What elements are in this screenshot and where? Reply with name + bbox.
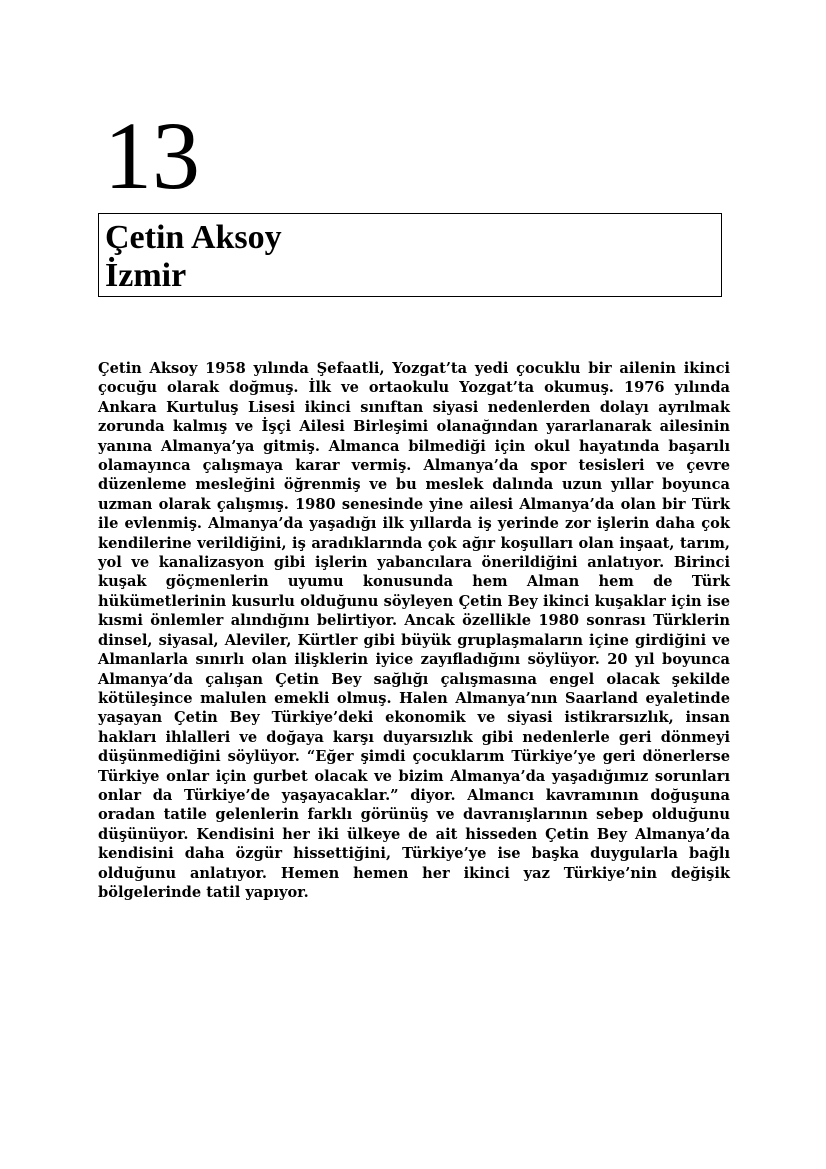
- person-name: Çetin Aksoy: [105, 219, 282, 256]
- title-box: [98, 213, 722, 297]
- biography-paragraph: Çetin Aksoy 1958 yılında Şefaatli, Yozgat’ta yedi çocuklu bir ailenin ikinci çocuğu olarak doğmuş. İlk ve ortaokulu Yozgat’ta okumuş. 1976 yılında Ankara Kurtuluş Lisesi ikinci sınıftan siyasi nedenlerden dolayı ayrılmak zorunda kalmış ve İşçi Ailesi Birleşimi olanağından yararlanarak ailesinin yanına Almanya’ya gitmiş. Almanca bilmediği için okul hayatında başarılı olamayınca çalışmaya karar vermiş. Almanya’da spor tesisleri ve çevre düzenleme mesleğini öğrenmiş ve bu meslek dalında uzun yıllar boyunca uzman olarak çalışmış. 1980 senesinde yine ailesi Almanya’da olan bir Türk ile evlenmiş. Almanya’da yaşadığı ilk yıllarda iş yerinde zor işlerin daha çok kendilerine verildiğini, iş aradıklarında çok ağır koşulları olan inşaat, tarım, yol ve kanalizasyon gibi işlerin yabancılara önerildiğini anlatıyor. Birinci kuşak göçmenlerin uyumu konusunda hem Alman hem de Türk hükümetlerinin kusurlu olduğunu söyleyen Çetin Bey ikinci kuşaklar için ise kısmi önlemler alındığını belirtiyor. Ancak özellikle 1980 sonrası Türklerin dinsel, siyasal, Aleviler, Kürtler gibi büyük gruplaşmaların içine girdiğini ve Almanlarla sınırlı olan ilişklerin iyice zayıfladığını söylüyor. 20 yıl boyunca Almanya’da çalışan Çetin Bey sağlığı çalışmasına engel olacak şekilde kötüleşince malulen emekli olmuş. Halen Almanya’nın Saarland eyaletinde yaşayan Çetin Bey Türkiye’deki ekonomik ve siyasi istikrarsızlık, insan hakları ihlalleri ve doğaya karşı duyarsızlık gibi nedenlerle geri dönmeyi düşünmediğini söylüyor. “Eğer şimdi çocuklarım Türkiye’ye geri dönerlerse Türkiye onlar için gurbet olacak ve bizim Almanya’da yaşadığımız sorunları onlar da Türkiye’de yaşayacaklar.” diyor. Almancı kavramının doğuşuna oradan tatile gelenlerin farklı görünüş ve davranışlarının sebep olduğunu düşünüyor. Kendisini her iki ülkeye de ait hisseden Çetin Bey Almanya’da kendisini daha özgür hissettiğini, Türkiye’ye ise başka duygularla bağlı olduğunu anlatıyor. Hemen hemen her ikinci yaz Türkiye’nin değişik bölgelerinde tatil yapıyor.: [98, 360, 730, 901]
- person-city: İzmir: [105, 257, 187, 294]
- chapter-number: 13: [104, 102, 200, 209]
